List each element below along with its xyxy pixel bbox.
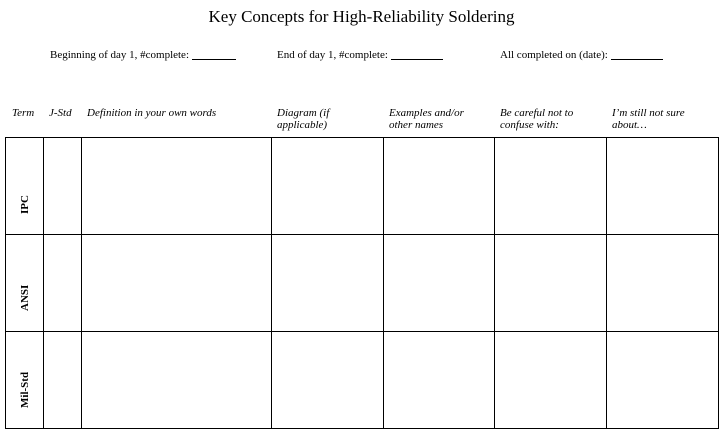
beginning-complete-label: Beginning of day 1, #complete: — [50, 49, 189, 61]
header-definition: Definition in your own words — [87, 107, 217, 119]
page-title: Key Concepts for High-Reliability Soldering — [208, 7, 515, 26]
end-complete-blank[interactable] — [391, 47, 443, 60]
jstd-cell[interactable] — [44, 332, 82, 429]
careful-cell[interactable] — [495, 332, 607, 429]
header-careful-line1: Be careful not to — [500, 107, 574, 119]
header-diagram-line1: Diagram (if — [277, 107, 330, 119]
term-cell — [6, 138, 44, 235]
end-complete-field — [277, 47, 443, 61]
header-examples-line2: other names — [389, 119, 444, 131]
header-jstd: J-Std — [49, 107, 72, 119]
header-unsure-line1: I’m still not sure — [612, 107, 685, 119]
diagram-cell[interactable] — [272, 235, 384, 332]
unsure-cell[interactable] — [607, 235, 719, 332]
all-completed-blank[interactable] — [611, 47, 663, 60]
header-examples-line1: Examples and/or — [389, 107, 464, 119]
header-unsure — [612, 107, 685, 131]
unsure-cell[interactable] — [607, 138, 719, 235]
careful-cell[interactable] — [495, 138, 607, 235]
concepts-table — [5, 137, 719, 429]
header-careful-line2: confuse with: — [500, 119, 559, 131]
header-term: Term — [12, 107, 35, 119]
all-completed-label: All completed on (date): — [500, 49, 608, 61]
definition-cell[interactable] — [82, 138, 272, 235]
beginning-complete-blank[interactable] — [192, 47, 236, 60]
term-cell — [6, 235, 44, 332]
definition-cell[interactable] — [82, 332, 272, 429]
unsure-cell[interactable] — [607, 332, 719, 429]
all-completed-field — [500, 47, 663, 61]
examples-cell[interactable] — [384, 235, 495, 332]
careful-cell[interactable] — [495, 235, 607, 332]
diagram-cell[interactable] — [272, 332, 384, 429]
examples-cell[interactable] — [384, 138, 495, 235]
header-diagram-line2: applicable) — [277, 119, 328, 131]
jstd-cell[interactable] — [44, 138, 82, 235]
beginning-complete-field — [50, 47, 236, 61]
term-cell — [6, 332, 44, 429]
header-examples — [389, 107, 464, 131]
term-label: ANSI — [18, 284, 31, 311]
table-row — [6, 235, 719, 332]
jstd-cell[interactable] — [44, 235, 82, 332]
definition-cell[interactable] — [82, 235, 272, 332]
end-complete-label: End of day 1, #complete: — [277, 49, 388, 61]
diagram-cell[interactable] — [272, 138, 384, 235]
table-row — [6, 138, 719, 235]
header-careful — [500, 107, 573, 131]
header-unsure-line2: about… — [612, 119, 647, 131]
term-label: Mil-Std — [18, 371, 31, 408]
term-label: IPC — [18, 195, 31, 214]
header-diagram — [277, 107, 329, 131]
table-row — [6, 332, 719, 429]
examples-cell[interactable] — [384, 332, 495, 429]
